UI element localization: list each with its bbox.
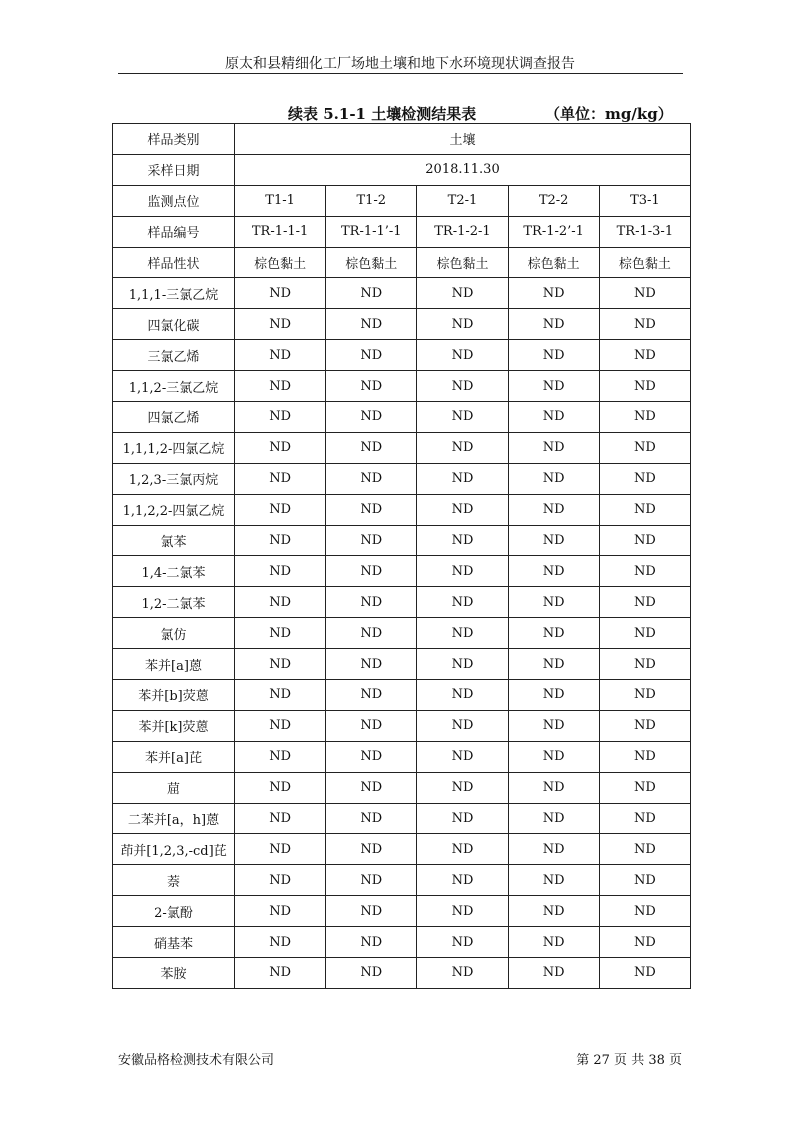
analyte-row — [113, 834, 691, 865]
result-cell: ND — [235, 494, 326, 525]
result-cell: ND — [417, 556, 508, 587]
table-title: 续表 5.1-1 土壤检测结果表 — [288, 105, 477, 123]
result-cell: ND — [326, 278, 417, 309]
result-cell: ND — [326, 958, 417, 989]
result-cell: ND — [235, 803, 326, 834]
analyte-row — [113, 896, 691, 927]
result-cell: ND — [417, 587, 508, 618]
result-cell: ND — [417, 710, 508, 741]
result-cell: ND — [235, 371, 326, 402]
result-cell: ND — [417, 927, 508, 958]
result-cell: ND — [235, 618, 326, 649]
nature-cell: 棕色黏土 — [235, 247, 326, 278]
analyte-name: 硝基苯 — [113, 927, 235, 958]
result-cell: ND — [508, 432, 599, 463]
result-cell: ND — [508, 834, 599, 865]
result-cell: ND — [599, 494, 690, 525]
result-cell: ND — [326, 340, 417, 371]
analyte-row — [113, 556, 691, 587]
analyte-row — [113, 278, 691, 309]
analyte-row — [113, 958, 691, 989]
result-cell: ND — [417, 371, 508, 402]
analyte-name: 四氯化碳 — [113, 309, 235, 340]
nature-cell: 棕色黏土 — [326, 247, 417, 278]
result-cell: ND — [235, 834, 326, 865]
result-cell: ND — [417, 680, 508, 711]
result-cell: ND — [326, 927, 417, 958]
analyte-name: 二苯并[a，h]蒽 — [113, 803, 235, 834]
nature-cell: 棕色黏土 — [417, 247, 508, 278]
analyte-name: 2-氯酚 — [113, 896, 235, 927]
result-cell: ND — [235, 741, 326, 772]
analyte-name: 苯并[k]荧蒽 — [113, 710, 235, 741]
analyte-row — [113, 618, 691, 649]
analyte-row — [113, 494, 691, 525]
result-cell: ND — [417, 803, 508, 834]
result-cell: ND — [417, 865, 508, 896]
result-cell: ND — [326, 741, 417, 772]
result-cell: ND — [599, 371, 690, 402]
result-cell: ND — [235, 865, 326, 896]
result-cell: ND — [599, 432, 690, 463]
analyte-name: 萘 — [113, 865, 235, 896]
nature-cell: 棕色黏土 — [599, 247, 690, 278]
sampling-date-label: 采样日期 — [113, 154, 235, 185]
result-cell: ND — [599, 865, 690, 896]
result-cell: ND — [235, 680, 326, 711]
analyte-row — [113, 309, 691, 340]
analyte-name: 茚并[1,2,3,-cd]芘 — [113, 834, 235, 865]
result-cell: ND — [326, 556, 417, 587]
result-cell: ND — [235, 772, 326, 803]
analyte-name: 氯苯 — [113, 525, 235, 556]
result-cell: ND — [599, 741, 690, 772]
sampling-date-value: 2018.11.30 — [235, 154, 691, 185]
result-cell: ND — [599, 618, 690, 649]
result-cell: ND — [508, 958, 599, 989]
result-cell: ND — [417, 432, 508, 463]
table-body — [113, 124, 691, 989]
result-cell: ND — [508, 463, 599, 494]
analyte-name: 䓛 — [113, 772, 235, 803]
analyte-name: 氯仿 — [113, 618, 235, 649]
result-cell: ND — [508, 587, 599, 618]
analyte-row — [113, 741, 691, 772]
result-cell: ND — [417, 278, 508, 309]
result-cell: ND — [326, 772, 417, 803]
result-cell: ND — [508, 741, 599, 772]
result-cell: ND — [599, 680, 690, 711]
analyte-name: 1,2,3-三氯丙烷 — [113, 463, 235, 494]
sample-no-row — [113, 216, 691, 247]
result-cell: ND — [508, 680, 599, 711]
result-cell: ND — [599, 340, 690, 371]
result-cell: ND — [417, 834, 508, 865]
result-cell: ND — [508, 525, 599, 556]
result-cell: ND — [417, 649, 508, 680]
result-cell: ND — [599, 556, 690, 587]
result-cell: ND — [326, 463, 417, 494]
result-cell: ND — [326, 865, 417, 896]
result-cell: ND — [599, 958, 690, 989]
result-cell: ND — [508, 402, 599, 433]
result-cell: ND — [235, 710, 326, 741]
sample-no-cell: TR-1-2-1 — [417, 216, 508, 247]
result-cell: ND — [326, 710, 417, 741]
nature-cell: 棕色黏土 — [508, 247, 599, 278]
result-cell: ND — [599, 463, 690, 494]
point-cell: T1-1 — [235, 185, 326, 216]
analyte-name: 1,1,2,2-四氯乙烷 — [113, 494, 235, 525]
result-cell: ND — [326, 896, 417, 927]
analyte-row — [113, 402, 691, 433]
analyte-row — [113, 680, 691, 711]
analyte-row — [113, 587, 691, 618]
result-cell: ND — [417, 958, 508, 989]
point-cell: T3-1 — [599, 185, 690, 216]
result-cell: ND — [326, 432, 417, 463]
result-cell: ND — [599, 772, 690, 803]
result-cell: ND — [508, 803, 599, 834]
point-row — [113, 185, 691, 216]
result-cell: ND — [326, 309, 417, 340]
result-cell: ND — [235, 309, 326, 340]
result-cell: ND — [599, 834, 690, 865]
result-cell: ND — [599, 278, 690, 309]
point-cell: T2-1 — [417, 185, 508, 216]
result-cell: ND — [599, 710, 690, 741]
analyte-name: 1,1,1-三氯乙烷 — [113, 278, 235, 309]
sample-type-row — [113, 124, 691, 155]
result-cell: ND — [235, 432, 326, 463]
result-cell: ND — [417, 741, 508, 772]
result-cell: ND — [235, 402, 326, 433]
result-cell: ND — [326, 803, 417, 834]
result-cell: ND — [599, 587, 690, 618]
analyte-name: 苯并[b]荧蒽 — [113, 680, 235, 711]
analyte-row — [113, 927, 691, 958]
sample-type-label: 样品类别 — [113, 124, 235, 155]
point-cell: T1-2 — [326, 185, 417, 216]
result-cell: ND — [235, 340, 326, 371]
sample-no-cell: TR-1-3-1 — [599, 216, 690, 247]
analyte-name: 四氯乙烯 — [113, 402, 235, 433]
result-cell: ND — [508, 710, 599, 741]
result-cell: ND — [235, 556, 326, 587]
analyte-name: 三氯乙烯 — [113, 340, 235, 371]
result-cell: ND — [508, 865, 599, 896]
result-cell: ND — [508, 556, 599, 587]
result-cell: ND — [508, 772, 599, 803]
result-cell: ND — [508, 896, 599, 927]
result-cell: ND — [599, 525, 690, 556]
analyte-name: 苯胺 — [113, 958, 235, 989]
report-header-title: 原太和县精细化工厂场地土壤和地下水环境现状调查报告 — [225, 56, 575, 72]
analyte-row — [113, 432, 691, 463]
result-cell: ND — [417, 525, 508, 556]
result-cell: ND — [235, 463, 326, 494]
footer-page-number: 第 27 页 共 38 页 — [576, 1053, 682, 1068]
result-cell: ND — [326, 680, 417, 711]
result-cell: ND — [508, 371, 599, 402]
header-rule — [118, 73, 683, 74]
result-cell: ND — [508, 278, 599, 309]
result-cell: ND — [417, 896, 508, 927]
analyte-row — [113, 865, 691, 896]
result-cell: ND — [326, 834, 417, 865]
result-cell: ND — [417, 309, 508, 340]
sample-no-label: 样品编号 — [113, 216, 235, 247]
result-cell: ND — [508, 649, 599, 680]
footer-company: 安徽品格检测技术有限公司 — [118, 1053, 275, 1068]
result-cell: ND — [508, 494, 599, 525]
result-cell: ND — [599, 402, 690, 433]
sample-no-cell: TR-1-1’-1 — [326, 216, 417, 247]
analyte-row — [113, 340, 691, 371]
analyte-row — [113, 649, 691, 680]
result-cell: ND — [417, 494, 508, 525]
result-cell: ND — [326, 402, 417, 433]
result-cell: ND — [417, 463, 508, 494]
nature-label: 样品性状 — [113, 247, 235, 278]
analyte-row — [113, 371, 691, 402]
analyte-row — [113, 463, 691, 494]
analyte-name: 1,1,1,2-四氯乙烷 — [113, 432, 235, 463]
analyte-name: 1,4-二氯苯 — [113, 556, 235, 587]
result-cell: ND — [417, 402, 508, 433]
result-cell: ND — [326, 494, 417, 525]
result-cell: ND — [599, 896, 690, 927]
result-cell: ND — [417, 772, 508, 803]
result-cell: ND — [599, 927, 690, 958]
analyte-name: 1,1,2-三氯乙烷 — [113, 371, 235, 402]
sampling-date-row — [113, 154, 691, 185]
result-cell: ND — [235, 927, 326, 958]
analyte-name: 苯并[a]蒽 — [113, 649, 235, 680]
result-cell: ND — [599, 803, 690, 834]
soil-results-table — [112, 123, 691, 989]
result-cell: ND — [326, 649, 417, 680]
result-cell: ND — [599, 649, 690, 680]
sample-no-cell: TR-1-2’-1 — [508, 216, 599, 247]
analyte-row — [113, 525, 691, 556]
analyte-name: 苯并[a]芘 — [113, 741, 235, 772]
result-cell: ND — [508, 309, 599, 340]
result-cell: ND — [508, 340, 599, 371]
table-unit: （单位：mg/kg） — [545, 105, 673, 123]
analyte-row — [113, 710, 691, 741]
analyte-name: 1,2-二氯苯 — [113, 587, 235, 618]
analyte-row — [113, 803, 691, 834]
result-cell: ND — [235, 525, 326, 556]
result-cell: ND — [235, 278, 326, 309]
result-cell: ND — [235, 896, 326, 927]
point-label: 监测点位 — [113, 185, 235, 216]
sample-type-value: 土壤 — [235, 124, 691, 155]
result-cell: ND — [417, 618, 508, 649]
nature-row — [113, 247, 691, 278]
analyte-row — [113, 772, 691, 803]
result-cell: ND — [417, 340, 508, 371]
result-cell: ND — [235, 587, 326, 618]
result-cell: ND — [326, 371, 417, 402]
result-cell: ND — [326, 525, 417, 556]
result-cell: ND — [326, 618, 417, 649]
result-cell: ND — [508, 927, 599, 958]
result-cell: ND — [235, 958, 326, 989]
point-cell: T2-2 — [508, 185, 599, 216]
result-cell: ND — [235, 649, 326, 680]
result-cell: ND — [508, 618, 599, 649]
result-cell: ND — [599, 309, 690, 340]
sample-no-cell: TR-1-1-1 — [235, 216, 326, 247]
result-cell: ND — [326, 587, 417, 618]
